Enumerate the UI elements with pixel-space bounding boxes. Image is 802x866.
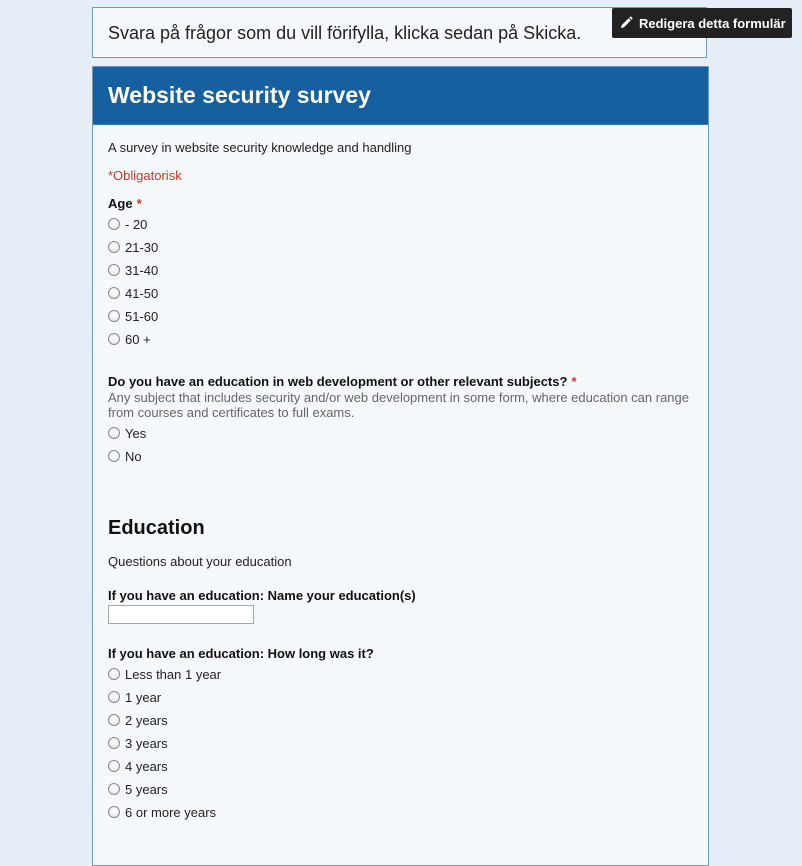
- length-option-1-year[interactable]: [108, 688, 221, 706]
- age-option-60-plus[interactable]: [108, 330, 158, 348]
- length-option-3-years[interactable]: [108, 734, 221, 752]
- option-label: 5 years: [125, 781, 168, 797]
- option-label: 6 or more years: [125, 804, 217, 820]
- radio-button[interactable]: [108, 783, 120, 795]
- option-label: 41-50: [125, 285, 159, 301]
- option-label: No: [125, 448, 142, 464]
- question-age-label: Age: [108, 196, 133, 211]
- education-option-no[interactable]: [108, 447, 146, 465]
- age-option-31-40[interactable]: [108, 261, 158, 279]
- option-label: Yes: [125, 425, 147, 441]
- option-label: Less than 1 year: [125, 666, 222, 682]
- question-education-title: [108, 374, 577, 389]
- option-label: 51-60: [125, 308, 159, 324]
- option-label: 2 years: [125, 712, 168, 728]
- length-option-4-years[interactable]: [108, 757, 221, 775]
- radio-button[interactable]: [108, 691, 120, 703]
- education-length-options: [108, 665, 221, 821]
- option-label: 21-30: [125, 239, 159, 255]
- option-label: 3 years: [125, 735, 168, 751]
- form-header: [93, 67, 708, 125]
- option-label: - 20: [125, 216, 148, 232]
- length-option-2-years[interactable]: [108, 711, 221, 729]
- question-education-label: Do you have an education in web development or other relevant subjects?: [108, 374, 568, 389]
- length-option-6-plus-years[interactable]: [108, 803, 221, 821]
- option-label: 60 +: [125, 331, 151, 347]
- form-title: Website security survey: [108, 82, 371, 108]
- education-name-input[interactable]: [108, 605, 254, 624]
- pencil-icon: [619, 16, 633, 30]
- question-education-name-title: If you have an education: Name your education(s): [108, 588, 416, 603]
- education-options: [108, 424, 146, 465]
- question-age-title: [108, 196, 142, 211]
- edit-form-button[interactable]: [612, 8, 792, 38]
- radio-button[interactable]: [108, 737, 120, 749]
- required-star: *: [136, 196, 142, 211]
- age-options: [108, 215, 158, 348]
- instructions-text: Svara på frågor som du vill förifylla, klicka sedan på Skicka.: [108, 23, 582, 43]
- age-option-21-30[interactable]: [108, 238, 158, 256]
- radio-button[interactable]: [108, 450, 120, 462]
- radio-button[interactable]: [108, 310, 120, 322]
- form-card: [92, 66, 709, 866]
- option-label: 1 year: [125, 689, 162, 705]
- age-option-under-20[interactable]: [108, 215, 158, 233]
- radio-button[interactable]: [108, 218, 120, 230]
- radio-button[interactable]: [108, 668, 120, 680]
- edit-form-button-label: Redigera detta formulär: [639, 15, 786, 31]
- radio-button[interactable]: [108, 333, 120, 345]
- required-star: *: [571, 374, 577, 389]
- radio-button[interactable]: [108, 760, 120, 772]
- question-education-help: Any subject that includes security and/or web development in some form, where education can range from courses and certificates to full exams.: [108, 390, 689, 420]
- length-option-5-years[interactable]: [108, 780, 221, 798]
- option-label: 4 years: [125, 758, 168, 774]
- radio-button[interactable]: [108, 427, 120, 439]
- radio-button[interactable]: [108, 287, 120, 299]
- question-education-length-title: If you have an education: How long was it?: [108, 646, 374, 661]
- radio-button[interactable]: [108, 714, 120, 726]
- education-option-yes[interactable]: [108, 424, 146, 442]
- section-title: Education: [108, 517, 205, 539]
- radio-button[interactable]: [108, 264, 120, 276]
- radio-button[interactable]: [108, 241, 120, 253]
- age-option-51-60[interactable]: [108, 307, 158, 325]
- required-note: *Obligatorisk: [108, 168, 182, 183]
- section-description: Questions about your education: [108, 554, 292, 569]
- radio-button[interactable]: [108, 806, 120, 818]
- age-option-41-50[interactable]: [108, 284, 158, 302]
- length-option-less-than-1[interactable]: [108, 665, 221, 683]
- option-label: 31-40: [125, 262, 159, 278]
- form-description: A survey in website security knowledge and handling: [108, 140, 412, 155]
